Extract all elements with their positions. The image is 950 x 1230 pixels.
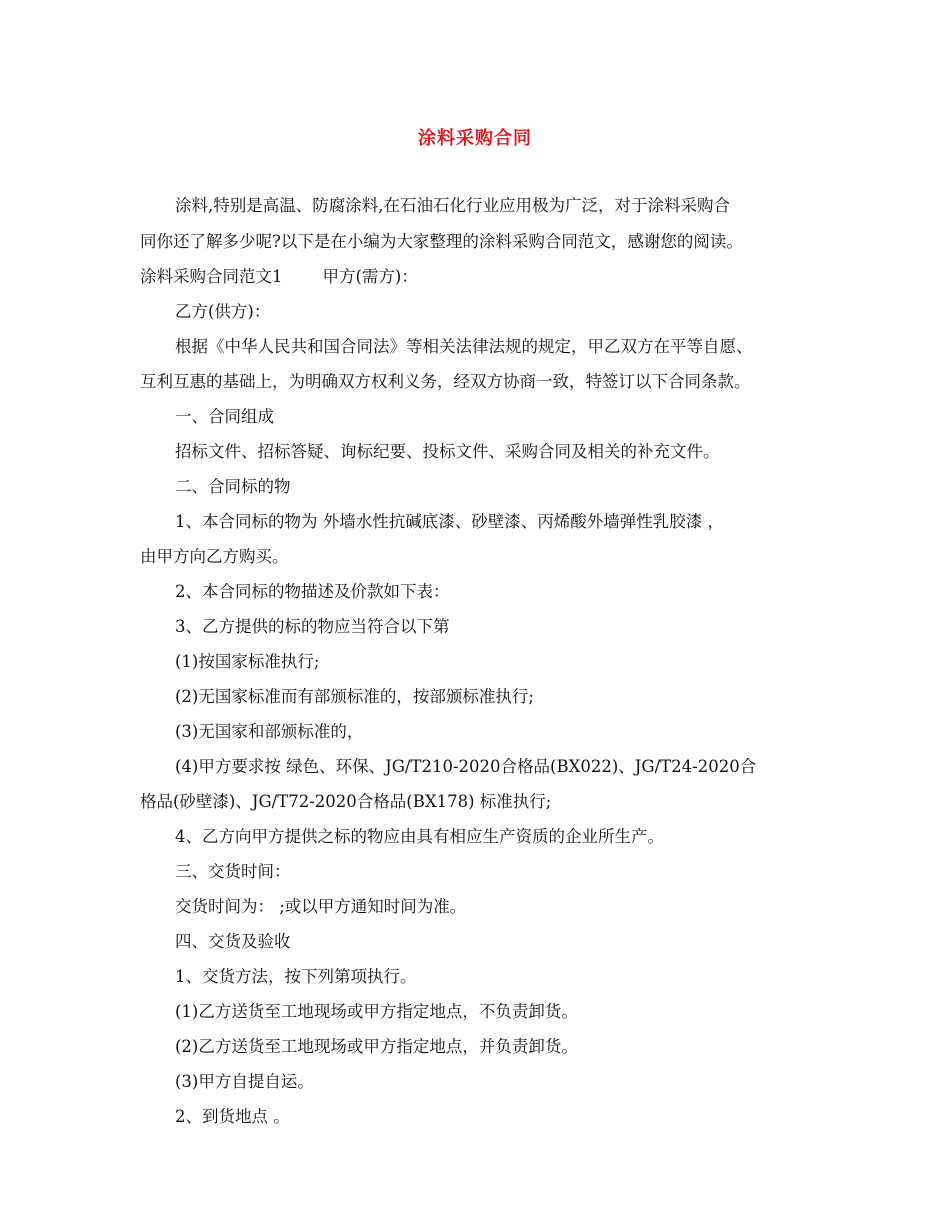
- list-item: (2)无国家标准而有部颁标准的，按部颁标准执行;: [175, 687, 534, 706]
- list-item: (3)无国家和部颁标准的，: [175, 722, 364, 741]
- paragraph-line: 同你还了解多少呢?以下是在小编为大家整理的涂料采购合同范文，感谢您的阅读。: [140, 232, 743, 251]
- list-item: (3)甲方自提自运。: [175, 1072, 314, 1091]
- section-heading: 四、交货及验收: [175, 932, 291, 951]
- paragraph-line: 招标文件、招标答疑、询标纪要、投标文件、采购合同及相关的补充文件。: [175, 442, 720, 461]
- paragraph-line: 2、本合同标的物描述及价款如下表：: [175, 582, 450, 601]
- paragraph-line: 根据《中华人民共和国合同法》等相关法律法规的规定，甲乙双方在平等自愿、: [175, 337, 753, 356]
- paragraph-line: 3、乙方提供的标的物应当符合以下第: [175, 617, 450, 636]
- party-a-label: 甲方(需方)：: [322, 267, 418, 286]
- party-b-label: 乙方(供方)：: [175, 302, 271, 321]
- list-item: (1)按国家标准执行;: [175, 652, 320, 671]
- paragraph-line: 2、到货地点 。: [175, 1107, 290, 1126]
- paragraph-line: [140, 266, 418, 288]
- document-title: 涂料采购合同: [418, 128, 532, 149]
- list-item: (4)甲方要求按 绿色、环保、JG/T210-2020合格品(BX022)、JG/T24-2020合: [175, 757, 757, 776]
- section-heading: 一、合同组成: [175, 407, 274, 426]
- paragraph-line: 1、本合同标的物为 外墙水性抗碱底漆、砂壁漆、丙烯酸外墙弹性乳胶漆 ，: [175, 512, 724, 531]
- section-heading: 三、交货时间：: [175, 862, 291, 881]
- paragraph-line: 交货时间为： ;或以甲方通知时间为准。: [175, 897, 467, 916]
- section-heading: 二、合同标的物: [175, 477, 291, 496]
- paragraph-line: 4、乙方向甲方提供之标的物应由具有相应生产资质的企业所生产。: [175, 827, 664, 846]
- paragraph-line: 互利互惠的基础上，为明确双方权利义务，经双方协商一致，特签订以下合同条款。: [140, 372, 751, 391]
- list-item: (2)乙方送货至工地现场或甲方指定地点，并负责卸货。: [175, 1037, 578, 1056]
- sample-heading: 涂料采购合同范文1: [140, 267, 283, 286]
- paragraph-line: 1、交货方法，按下列第项执行。: [175, 967, 417, 986]
- list-item: (1)乙方送货至工地现场或甲方指定地点，不负责卸货。: [175, 1002, 578, 1021]
- paragraph-line: 格品(砂壁漆)、JG/T72-2020合格品(BX178) 标准执行;: [140, 792, 552, 811]
- paragraph-line: 涂料,特别是高温、防腐涂料,在石油石化行业应用极为广泛，对于涂料采购合: [175, 196, 730, 215]
- paragraph-line: 由甲方向乙方购买。: [140, 547, 289, 566]
